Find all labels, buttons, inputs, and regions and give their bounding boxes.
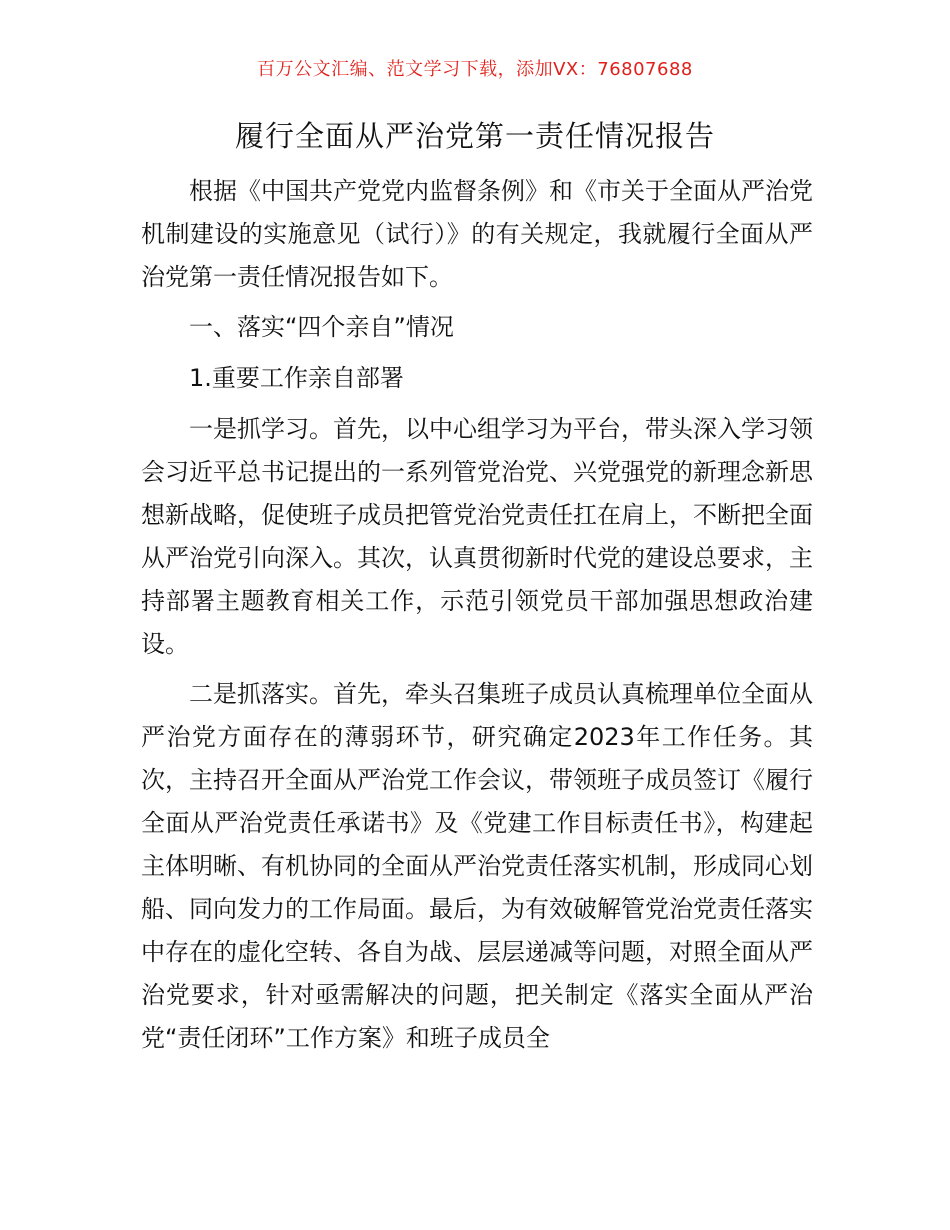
study-paragraph: 一是抓学习。首先，以中心组学习为平台，带头深入学习领会习近平总书记提出的一系列管党治党、兴党强党的新理念新思想新战略，促使班子成员把管党治党责任扛在肩上，不断把全面从严治党引向深入。其次，认真贯彻新时代党的建设总要求，主持部署主题教育相关工作，示范引领党员干部加强思想政治建设。 [141, 415, 813, 658]
implement-paragraph: 二是抓落实。首先，牵头召集班子成员认真梳理单位全面从严治党方面存在的薄弱环节，研究确定2023年工作任务。其次，主持召开全面从严治党工作会议，带领班子成员签订《履行全面从严治党责任承诺书》及《党建工作目标责任书》，构建起主体明晰、有机协同的全面从严治党责任落实机制，形成同心划船、同向发力的工作局面。最后，为有效破解管党治党责任落实中存在的虚化空转、各自为战、层层递减等问题，对照全面从严治党要求，针对亟需解决的问题，把关制定《落实全面从严治党“责任闭环”工作方案》和班子成员全 [141, 680, 813, 1052]
section-heading: 一、落实“四个亲自”情况 [189, 313, 454, 341]
intro-paragraph: 根据《中国共产党党内监督条例》和《市关于全面从严治党机制建设的实施意见（试行）》的有关规定，我就履行全面从严治党第一责任情况报告如下。 [141, 177, 813, 291]
document-title: 履行全面从严治党第一责任情况报告 [234, 119, 715, 153]
subsection-heading: 1.重要工作亲自部署 [189, 364, 404, 392]
watermark-banner: 百万公文汇编、范文学习下载，添加VX：76807688 [257, 59, 693, 80]
document-body [141, 170, 813, 1060]
